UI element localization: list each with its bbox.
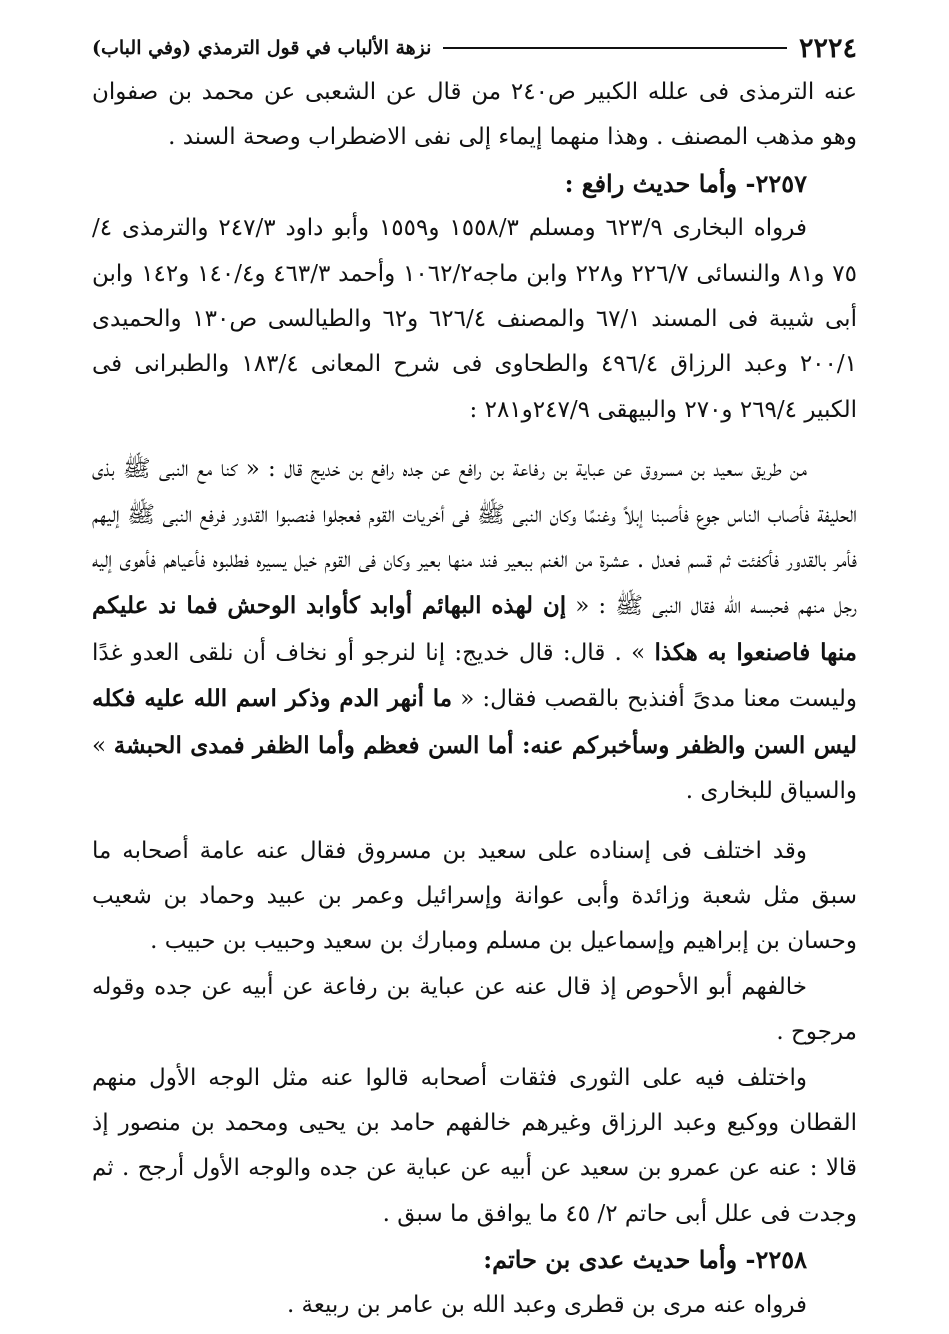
body-paragraph: فرواه البخارى ٦٢٣/٩ ومسلم ١٥٥٨/٣ و١٥٥٩ وأبو داود ٢٤٧/٣ والترمذى ٤/ ٧٥ و٨١ والنسائى ٢٢٦/٧ و٢٢٨ وابن ماجه١٠٦٢/٢ وأحمد ٤٦٣/٣ و١٤٠/٤ و١٤٢ وابن أبى شيبة فى المسند ٦٧/١ والمصنف ٦٢٦/٤ و٦٢ والطيالسى ص١٣٠ والحميدى ٢٠٠/١ وعبد الرزاق ٤٩٦/٤ والطحاوى فى شرح المعانى ١٨٣/٤ والطبرانى فى الكبير ٢٦٩/٤ و٢٧٠ والبيهقى ٢٤٧/٩و٢٨١ : (92, 215, 857, 423)
text-run: من طريق سعيد بن مسروق عن عباية بن رفاعة بن رافع عن جده رافع بن خديج قال : « كنا مع النبى ﷺ بذى الحليفة فأصاب الناس جوع فأصبنا إبلاً وغنمًا وكان النبى ﷺ فى أخريات القوم فعجلوا فنصبوا القدور فرفع النبى ﷺ إليهم فأمر بالقدور فأكفئت ثم قسم فعدل . عشرة من الغنم ببعير فند منها بعير وكان فى القوم خيل يسيره فطلبوه فأعياهم فأهوى إليه رجل منهم فحبسه الله فقال النبى ﷺ : « (92, 456, 857, 620)
page-body (92, 70, 857, 1328)
text-run: » . قال: قال خديج: إنا لنرجو أو نخاف أن نلقى العدو غدًا وليست معنا مدىً أفنذبح بالقصب فقال: « (92, 639, 857, 713)
body-paragraph: فرواه عنه مرى بن قطرى وعبد الله بن عامر بن ربيعة . (286, 1291, 807, 1318)
hadith-quote: ما أنهر الدم وذكر اسم الله عليه فكله ليس السن والظفر وسأخبركم عنه: أما السن فعظم وأما الظفر فمدى الحبشة (92, 685, 857, 759)
text-run: » والسياق للبخارى . (92, 732, 857, 805)
hadith-heading: ٢٢٥٧- وأما حديث رافع : (564, 168, 807, 198)
running-title: نزهة الألباب في قول الترمذي (وفي الباب) (92, 37, 432, 59)
body-paragraph: وقد اختلف فى إسناده على سعيد بن مسروق فقال عنه عامة أصحابه ما سبق مثل شعبة وزائدة وأبى عوانة وإسرائيل وعمر بن عبيد وحماد بن شعيب وحسان بن إبراهيم وإسماعيل بن مسلم ومبارك بن سعيد وحبيب بن حبيب . (92, 837, 857, 955)
page-header (92, 28, 857, 68)
page-number: ٢٢٢٤ (798, 32, 857, 64)
body-paragraph: عنه الترمذى فى علله الكبير ص٢٤٠ من قال عن الشعبى عن محمد بن صفوان وهو مذهب المصنف . وهذا منهما إيماء إلى نفى الاضطراب وصحة السند . (92, 79, 858, 151)
body-paragraph: واختلف فيه على الثورى فثقات أصحابه قالوا عنه مثل الوجه الأول منهم القطان ووكيع وعبد الرزاق وغيرهم خالفهم حامد بن يحيى ومحمد بن منصور إذ قالا : عنه عن عمرو بن سعيد عن أبيه عن عباية عن جده والوجه الأول أرجح . ثم وجدت فى علل أبى حاتم ٢/ ٤٥ ما يوافق ما سبق . (92, 1064, 857, 1227)
hadith-heading: ٢٢٥٨- وأما حديث عدى بن حاتم: (483, 1245, 807, 1275)
hadith-quote: إن لهذه البهائم أوابد كأوابد الوحش فما ند عليكم منها فاصنعوا به هكذا (92, 592, 857, 666)
header-rule (443, 47, 787, 49)
body-paragraph: خالفهم أبو الأحوص إذ قال عنه عن عباية بن رفاعة عن أبيه عن جده وقوله مرجوح . (92, 973, 857, 1046)
body-paragraph (92, 447, 857, 814)
